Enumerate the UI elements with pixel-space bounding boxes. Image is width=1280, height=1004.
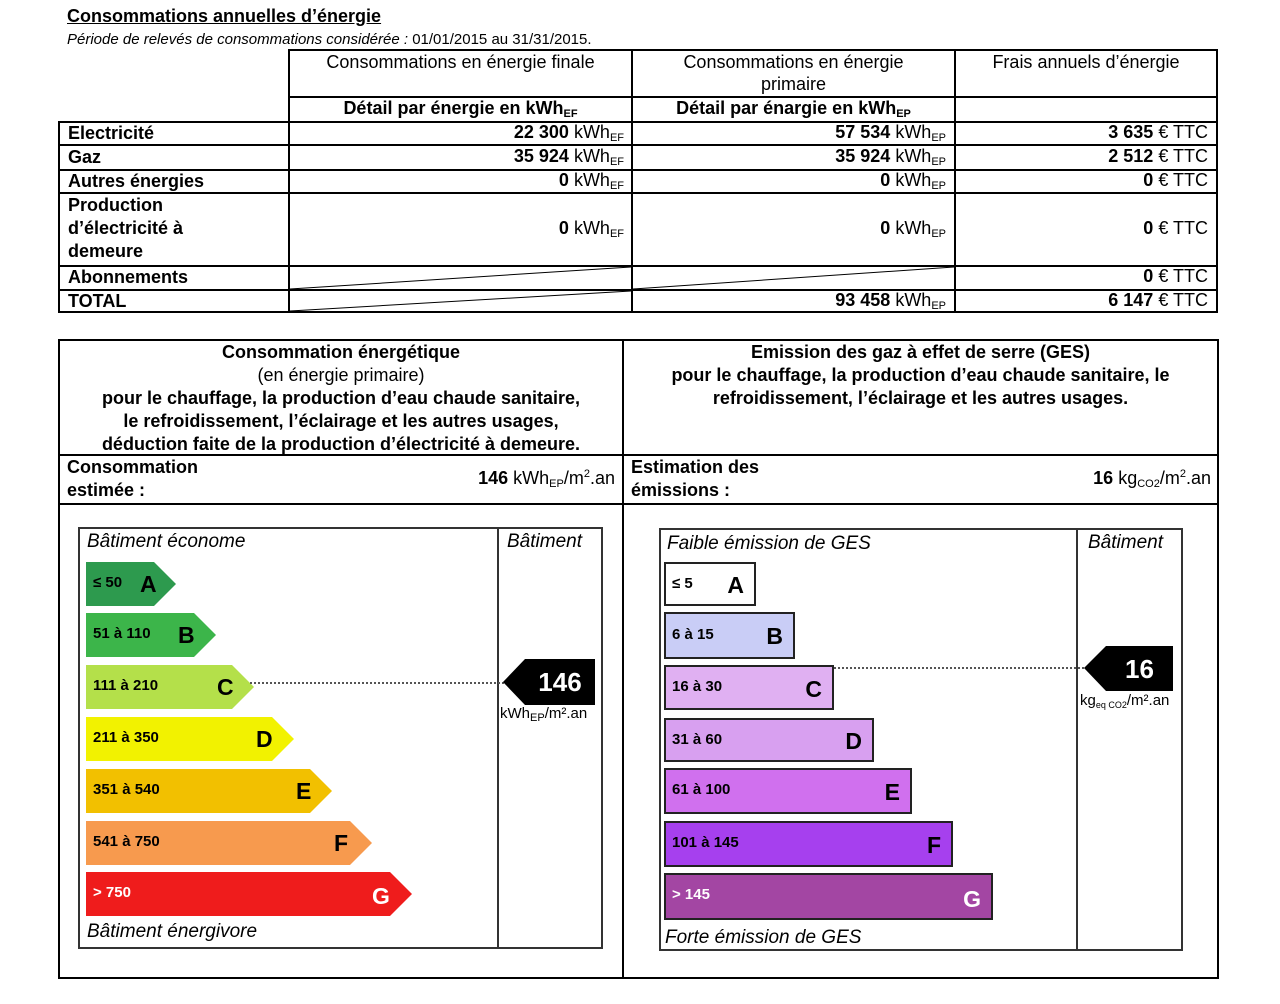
energy-estimate-value: 146 $kWh_{EP}/m^2.an$ (478, 468, 615, 490)
cell-cost-total: 6 147 € TTC (1108, 290, 1208, 310)
ges-class-e: 61 à 100 E (664, 768, 912, 814)
cell-ef-electricite: 22 300 kWh$_{EF}$ (513, 122, 624, 144)
cell-ef-gaz: 35 924 kWh$_{EF}$ (513, 146, 624, 168)
period-label: Période de relevés de consommations considérée : (67, 31, 409, 48)
col-header-primary: Consommations en énergie primaire (683, 52, 904, 94)
energy-bar-shape-g (86, 872, 412, 916)
row-label-electricite: Electricité (68, 123, 155, 143)
cell-ef-autres: 0 kWh$_{EF}$ (558, 170, 624, 192)
period-value: 01/01/2015 au 31/31/2015. (412, 31, 592, 48)
ges-marker-value: 16 (1125, 654, 1154, 684)
cell-cost-gaz: 2 512 € TTC (1108, 146, 1208, 166)
consumption-table (58, 49, 1218, 313)
cell-ep-electricite: 57 534 kWh$_{EP}$ (835, 122, 946, 144)
ges-marker-unit: $kg_{eq CO2}/m^2.an$ (1080, 692, 1170, 710)
cell-ep-total: 93 458 kWh$_{EP}$ (835, 290, 946, 312)
ges-top-label: Faible émission de GES (667, 533, 871, 554)
ges-class-c: 16 à 30 C (664, 665, 834, 710)
ges-estimate-label: Estimation des émissions : (631, 457, 760, 500)
cell-ep-production: 0 kWh$_{EP}$ (880, 218, 946, 240)
ges-class-f: 101 à 145 F (664, 821, 953, 867)
cell-cost-production: 0 € TTC (1143, 218, 1208, 238)
ges-marker-leader (834, 667, 1084, 669)
ges-class-g: > 145 G (664, 873, 993, 920)
energy-estimate-label: Consommation estimée : (67, 457, 199, 500)
period-line (67, 31, 592, 48)
ges-estimate-value: 16 $kg_{CO2}/m^2.an$ (1093, 468, 1211, 490)
cell-ep-autres: 0 kWh$_{EP}$ (880, 170, 946, 192)
ges-class-d: 31 à 60 D (664, 718, 874, 762)
ges-panel-title: Emission des gaz à effet de serre (GES) pour le chauffage, la production d’eau chaude sanitaire, le refroidissement, l’éclairage et les autres usages. (671, 342, 1170, 408)
cell-cost-electricite: 3 635 € TTC (1108, 122, 1208, 142)
row-label-autres: Autres énergies (68, 171, 205, 191)
cell-ef-production: 0 kWh$_{EF}$ (558, 218, 624, 240)
energy-panel-title: Consommation énergétique (en énergie primaire) pour le chauffage, la production d’eau chaude sanitaire, le refroidissement, l’éclairage et les autres usages, déduction faite de la production d’électricité à demeure. (101, 342, 581, 454)
energy-bottom-label: Bâtiment énergivore (87, 921, 258, 942)
cell-cost-abonnements: 0 € TTC (1143, 266, 1208, 286)
col-header-cost: Frais annuels d’énergie (992, 52, 1180, 72)
ges-bottom-label: Forte émission de GES (665, 927, 862, 948)
ges-class-a: ≤ 5 A (664, 562, 756, 606)
energy-col-label: Bâtiment (507, 531, 582, 552)
row-label-gaz: Gaz (68, 147, 102, 167)
row-label-production: Production d’électricité à demeure (68, 195, 184, 261)
energy-marker-leader (250, 682, 504, 684)
cell-cost-autres: 0 € TTC (1143, 170, 1208, 190)
row-label-abonnements: Abonnements (68, 267, 189, 287)
energy-top-label: Bâtiment économe (87, 531, 246, 552)
col-header-final: Consommations en énergie finale (326, 52, 595, 72)
energy-marker-value: 146 (538, 667, 582, 697)
cell-ep-gaz: 35 924 kWh$_{EP}$ (835, 146, 946, 168)
col-sub-final: Détail par énergie en kWh$_{EF}$ (343, 98, 578, 120)
col-sub-primary: Détail par énargie en kWh$_{EP}$ (676, 98, 911, 120)
page-title: Consommations annuelles d’énergie (67, 6, 382, 26)
row-label-total: TOTAL (68, 291, 127, 311)
ges-col-label: Bâtiment (1088, 532, 1163, 553)
energy-marker-unit: kWh$_{EP}$/m².an (500, 705, 588, 724)
ges-class-b: 6 à 15 B (664, 612, 795, 659)
